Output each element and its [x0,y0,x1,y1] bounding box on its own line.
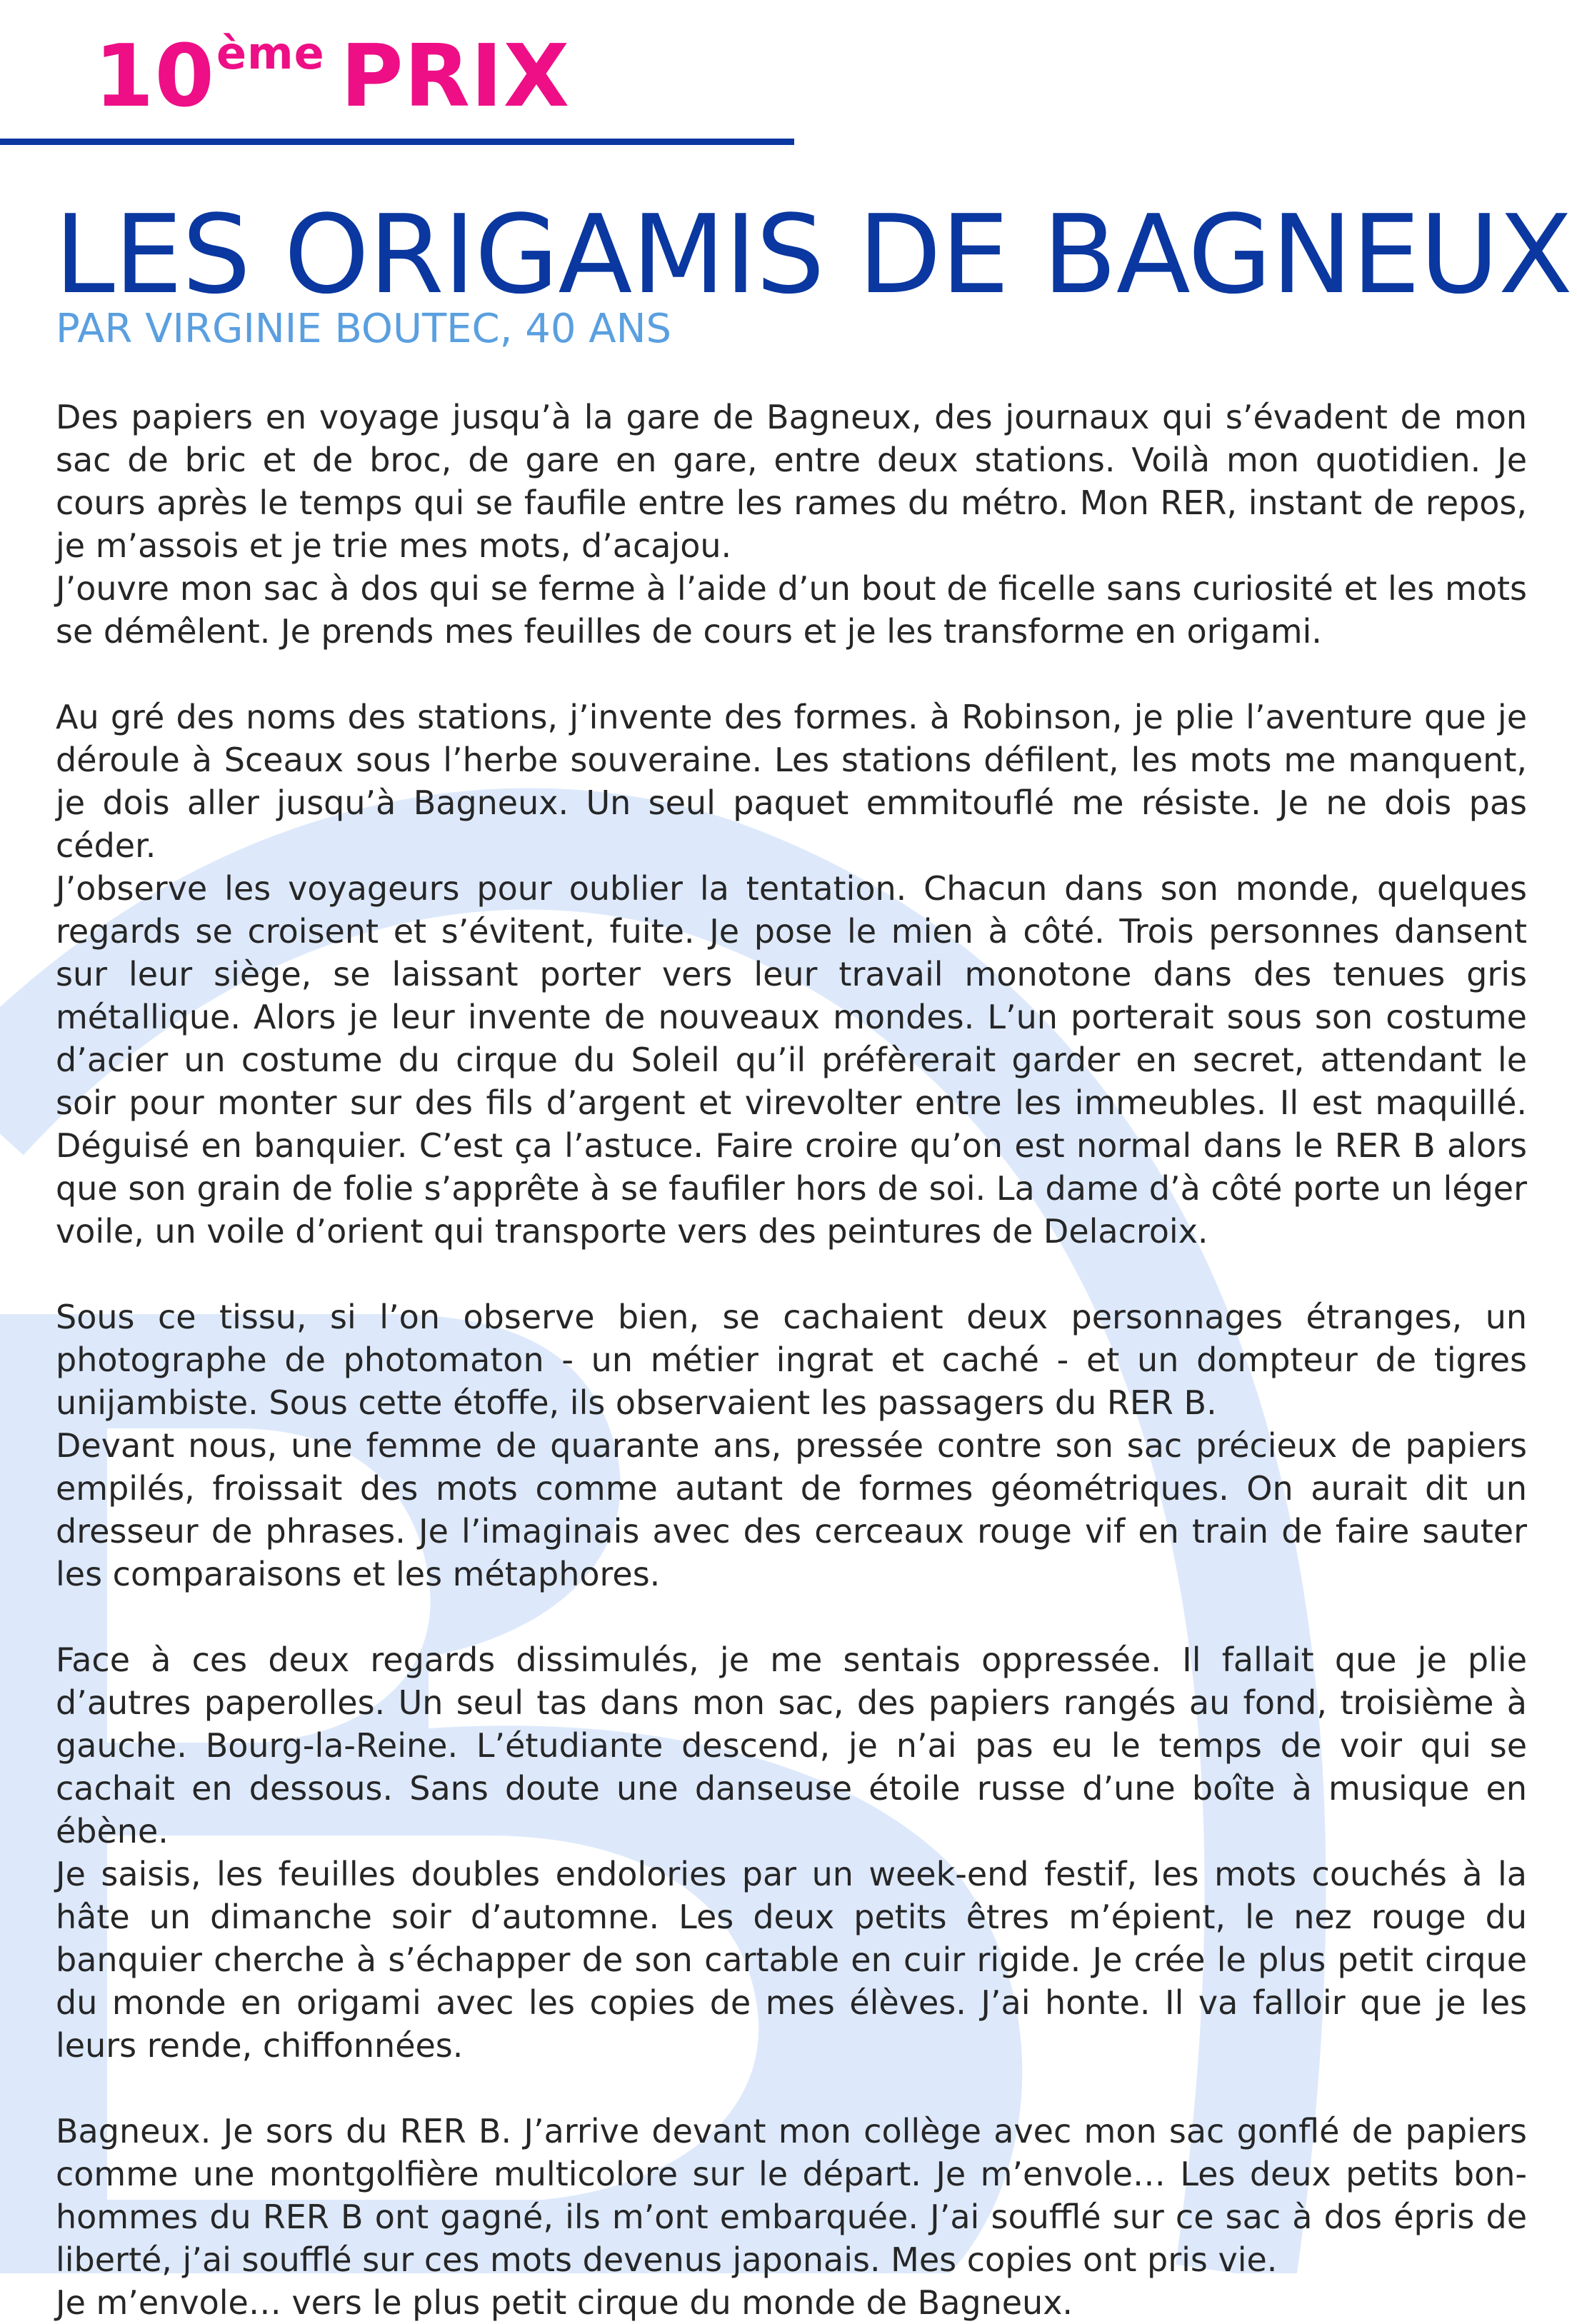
prize-heading [94,27,570,141]
paragraph: Face à ces deux regards dissimulés, je me sentais oppressée. Il fallait que je plie d’autres paperolles. Un seul tas dans mon sac, des papiers rangés au fond, troisième à gauche. Bourg-la-Reine. L’étudiante descend, je n’ai pas eu le temps de voir qui se cachait en dessous. Sans doute une danseuse étoile russe d’une boîte à musique en ébène. [56,1641,1527,1850]
story-body [56,396,1527,2324]
author-byline: PAR VIRGINIE BOUTEC, 40 ANS [56,306,672,352]
paragraph: Sous ce tissu, si l’on observe bien, se cachaient deux personnages étranges, un photographe de photomaton - un métier ingrat et caché - et un dompteur de tigres unijambiste. Sous cette étoffe, ils observaient les passagers du RER B. [56,1298,1527,1422]
story-title: LES ORIGAMIS DE BAGNEUX [54,191,1573,318]
paragraph: J’ouvre mon sac à dos qui se ferme à l’aide d’un bout de ficelle sans curiosité et les mots se démêlent. Je prends mes feuilles de cours et je les transforme en origami. [56,569,1527,651]
paragraph: J’observe les voyageurs pour oublier la tentation. Chacun dans son monde, quelques regards se croisent et s’évitent, fuite. Je pose le mien à côté. Trois personnes dansent sur leur siège, se laissant porter vers leur travail monotone dans des tenues gris métallique. Alors je leur invente de nouveaux mondes. L’un porterait sous son costume d’acier un costume du cirque du Soleil qu’il préfèrerait garder en secret, attendant le soir pour monter sur des fils d’argent et virevolter entre les immeubles. Il est maquillé. Déguisé en banquier. C’est ça l’astuce. Faire croire qu’on est normal dans le RER B alors que son grain de folie s’apprête à se faufiler hors de soi. La dame d’à côté porte un léger voile, un voile d’orient qui transporte vers des peintures de Delacroix. [56,869,1527,1251]
prize-number: 10 [94,27,215,126]
paragraph: Bagneux. Je sors du RER B. J’arrive devant mon collège avec mon sac gonflé de papiers comme une montgolfière multicolore sur le départ. Je m’envole… Les deux petits bonhommes du RER B ont gagné, ils m’ont embarquée. J’ai soufflé sur ce sac à dos épris de liberté, j’ai soufflé sur ces mots devenus japonais. Mes copies ont pris vie. [56,2112,1527,2279]
paragraph: Au gré des noms des stations, j’invente des formes. à Robinson, je plie l’aventure que je déroule à Sceaux sous l’herbe souveraine. Les stations défilent, les mots me manquent, je dois aller jusqu’à Bagneux. Un seul paquet emmitouflé me résiste. Je ne dois pas céder. [56,698,1527,865]
header-divider [0,139,794,145]
paragraph: Des papiers en voyage jusqu’à la gare de Bagneux, des journaux qui s’évadent de mon sac de bric et de broc, de gare en gare, entre deux stations. Voilà mon quotidien. Je cours après le temps qui se faufile entre les rames du métro. Mon RER, instant de repos, je m’assois et je trie mes mots, d’acajou. [56,398,1527,565]
paragraph: Devant nous, une femme de quarante ans, pressée contre son sac précieux de papiers empilés, froissait des mots comme autant de formes géométriques. On aurait dit un dresseur de phrases. Je l’imaginais avec des cerceaux rouge vif en train de faire sauter les comparaisons et les métaphores. [56,1426,1527,1593]
paragraph: Je saisis, les feuilles doubles endolories par un week-end festif, les mots couchés à la hâte un dimanche soir d’automne. Les deux petits êtres m’épient, le nez rouge du banquier cherche à s’échapper de son cartable en cuir rigide. Je crée le plus petit cirque du monde en origami avec les copies de mes élèves. J’ai honte. Il va falloir que je les leurs rende, chiffonnées. [56,1855,1527,2065]
paragraph: Je m’envole… vers le plus petit cirque du monde de Bagneux. [56,2283,1073,2322]
prize-ordinal-suffix: ème [216,27,325,79]
prize-word: PRIX [340,27,571,126]
